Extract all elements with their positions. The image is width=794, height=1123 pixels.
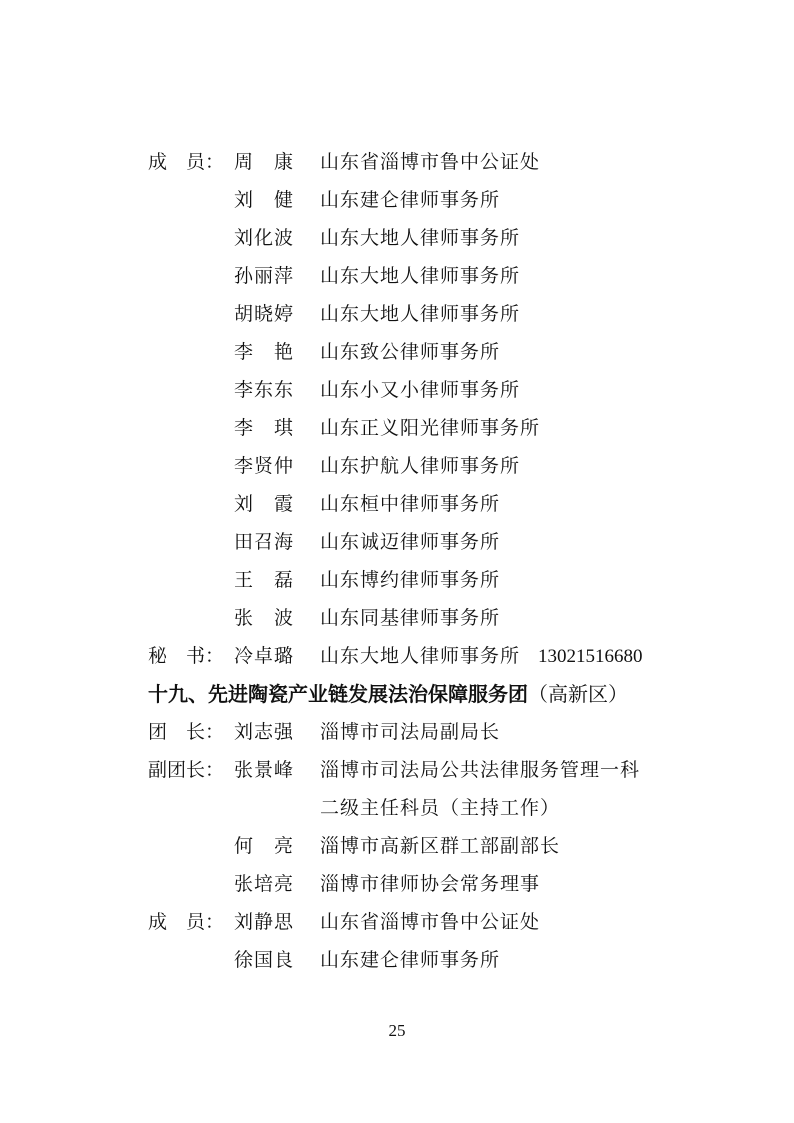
organization: 山东博约律师事务所 [320, 569, 501, 591]
organization: 山东省淄博市鲁中公证处 [320, 911, 541, 933]
section-heading [148, 675, 628, 713]
organization: 二级主任科员（主持工作） [320, 797, 561, 819]
person-name: 徐国良 [234, 949, 295, 971]
organization: 山东大地人律师事务所 [320, 265, 521, 287]
person-name: 孙丽萍 [234, 265, 295, 287]
person-name: 何 亮 [234, 835, 295, 857]
role-label: 秘 书： [148, 645, 225, 667]
organization: 山东大地人律师事务所 [320, 227, 521, 249]
person-name: 王 磊 [234, 569, 295, 591]
page-number: 25 [388, 1021, 406, 1040]
person-name: 刘化波 [234, 227, 295, 249]
person-name: 张景峰 [234, 759, 295, 781]
organization: 山东大地人律师事务所 [320, 303, 521, 325]
organization: 山东小又小律师事务所 [320, 379, 521, 401]
organization: 山东正义阳光律师事务所 [320, 417, 541, 439]
person-name: 刘 霞 [234, 493, 295, 515]
organization: 淄博市律师协会常务理事 [320, 873, 541, 895]
section-suffix: （高新区） [528, 682, 628, 706]
organization: 淄博市司法局副局长 [320, 721, 501, 743]
person-name: 李 琪 [234, 417, 295, 439]
organization: 山东桓中律师事务所 [320, 493, 501, 515]
role-label: 副团长： [148, 759, 225, 781]
organization: 山东致公律师事务所 [320, 341, 501, 363]
person-name: 刘志强 [234, 721, 295, 743]
organization [320, 637, 643, 676]
person-name: 刘 健 [234, 189, 295, 211]
role-label: 团 长： [148, 721, 225, 743]
person-name: 张培亮 [234, 873, 295, 895]
section-title: 十九、先进陶瓷产业链发展法治保障服务团 [148, 682, 528, 706]
organization: 淄博市高新区群工部副部长 [320, 835, 561, 857]
organization: 淄博市司法局公共法律服务管理一科 [320, 759, 641, 781]
person-name: 李贤仲 [234, 455, 295, 477]
person-name: 李 艳 [234, 341, 295, 363]
organization: 山东省淄博市鲁中公证处 [320, 151, 541, 173]
person-name: 胡晓婷 [234, 303, 295, 325]
person-name: 周 康 [234, 151, 295, 173]
organization: 山东同基律师事务所 [320, 607, 501, 629]
organization: 山东护航人律师事务所 [320, 455, 521, 477]
organization-name: 山东大地人律师事务所 [320, 645, 521, 667]
person-name: 李东东 [234, 379, 295, 401]
role-label: 成 员： [148, 151, 225, 173]
person-name: 刘静思 [234, 911, 295, 933]
role-label: 成 员： [148, 911, 225, 933]
organization: 山东诚迈律师事务所 [320, 531, 501, 553]
person-name: 冷卓璐 [234, 645, 295, 667]
person-name: 张 波 [234, 607, 295, 629]
organization: 山东建仑律师事务所 [320, 189, 501, 211]
organization: 山东建仑律师事务所 [320, 949, 501, 971]
person-name: 田召海 [234, 531, 295, 553]
phone-number: 13021516680 [538, 646, 643, 667]
